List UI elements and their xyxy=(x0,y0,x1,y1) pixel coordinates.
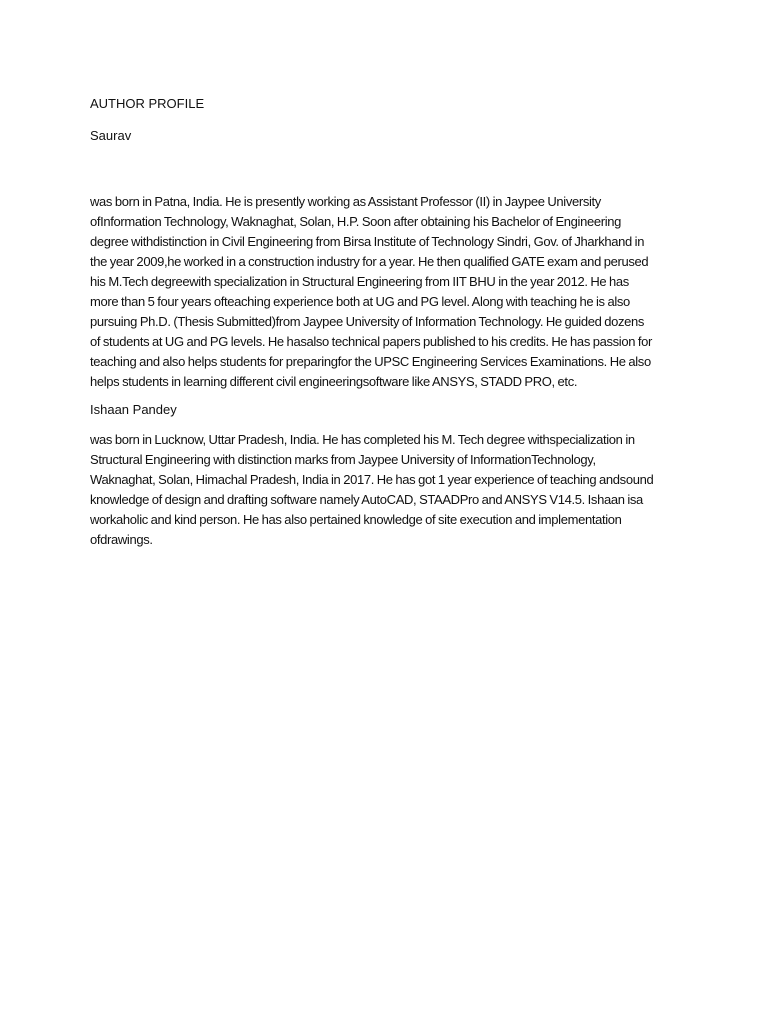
bio-line: more than 5 four years ofteaching experience both at UG and PG level. Along with teaching he is also xyxy=(90,294,630,309)
bio-line: degree withdistinction in Civil Engineering from Birsa Institute of Technology Sindri, Gov. of Jharkhand in xyxy=(90,234,645,249)
bio-line: ofdrawings. xyxy=(90,532,153,547)
bio-line: his M.Tech degreewith specialization in Structural Engineering from IIT BHU in the year 2012. He has xyxy=(90,274,629,289)
bio-line: Waknaghat, Solan, Himachal Pradesh, India in 2017. He has got 1 year experience of teaching andsound xyxy=(90,472,654,487)
bio-line: pursuing Ph.D. (Thesis Submitted)from Jaypee University of Information Technology. He guided dozens xyxy=(90,314,645,329)
document-page xyxy=(90,95,678,550)
page-heading: AUTHOR PROFILE xyxy=(90,96,205,111)
bio-line: ofInformation Technology, Waknaghat, Solan, H.P. Soon after obtaining his Bachelor of Engineering xyxy=(90,214,621,229)
author-name-ishaan: Ishaan Pandey xyxy=(90,402,177,417)
bio-line: Structural Engineering with distinction marks from Jaypee University of InformationTechnology, xyxy=(90,452,596,467)
author-name-saurav: Saurav xyxy=(90,128,132,143)
bio-line: the year 2009,he worked in a construction industry for a year. He then qualified GATE exam and perused xyxy=(90,254,649,269)
bio-line: was born in Lucknow, Uttar Pradesh, India. He has completed his M. Tech degree withspecialization in xyxy=(90,432,635,447)
bio-line: helps students in learning different civil engineeringsoftware like ANSYS, STADD PRO, etc. xyxy=(90,374,578,389)
author-bio-saurav xyxy=(90,192,678,392)
bio-line: knowledge of design and drafting software namely AutoCAD, STAADPro and ANSYS V14.5. Ishaan isa xyxy=(90,492,643,507)
author-bio-ishaan xyxy=(90,430,678,550)
bio-line: of students at UG and PG levels. He hasalso technical papers published to his credits. He has passion for xyxy=(90,334,652,349)
bio-line: teaching and also helps students for preparingfor the UPSC Engineering Services Examinations. He also xyxy=(90,354,651,369)
bio-line: workaholic and kind person. He has also pertained knowledge of site execution and implementation xyxy=(90,512,622,527)
bio-line: was born in Patna, India. He is presently working as Assistant Professor (II) in Jaypee University xyxy=(90,194,601,209)
